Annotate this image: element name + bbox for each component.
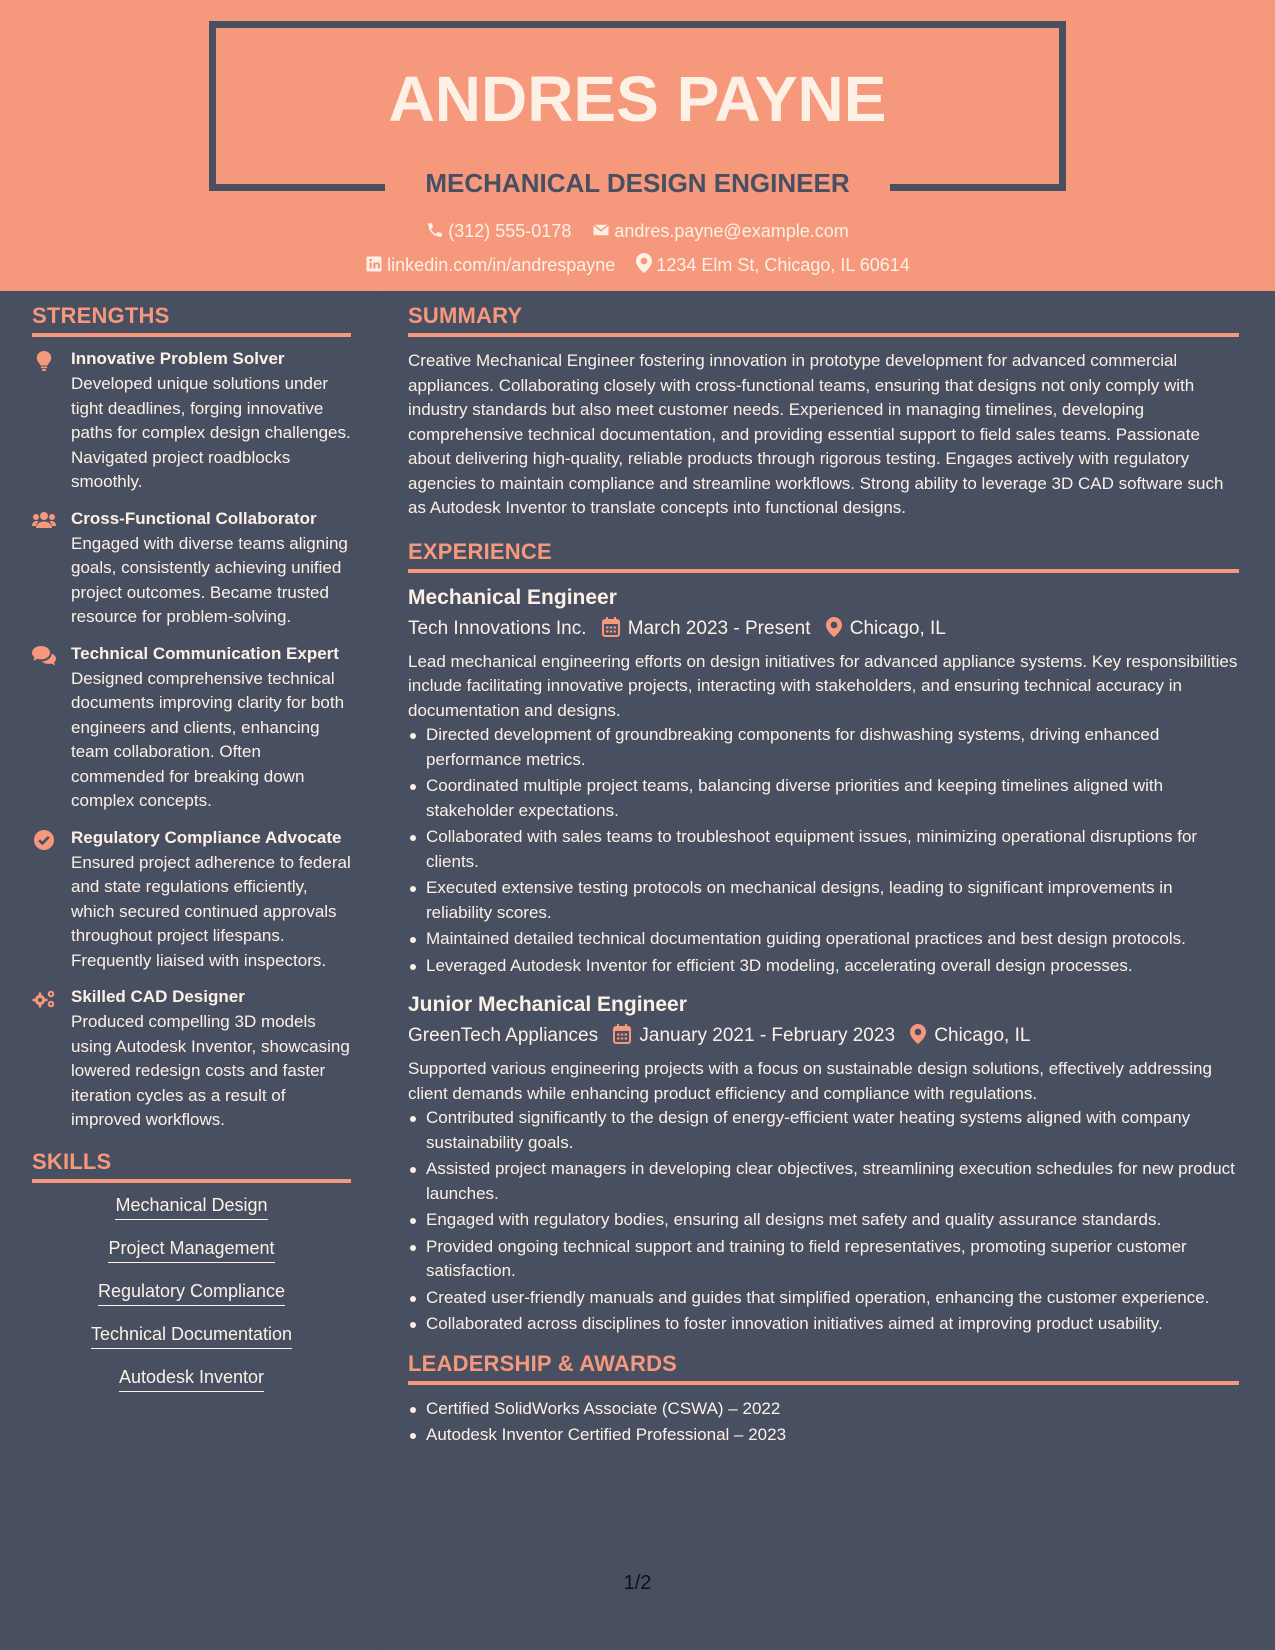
- phone-contact: [426, 221, 571, 242]
- address-text: 1234 Elm St, Chicago, IL 60614: [656, 255, 910, 275]
- strength-desc: Developed unique solutions under tight deadlines, forging innovative paths for complex design challenges. Navigated project roadblocks smoothly.: [71, 374, 351, 491]
- job-entry: [408, 585, 1239, 979]
- skill-item: [32, 1367, 351, 1392]
- skills-heading: SKILLS: [32, 1149, 351, 1183]
- calendar-icon: [613, 1024, 631, 1044]
- lightbulb-icon: [32, 351, 56, 371]
- bullet-item: Engaged with regulatory bodies, ensuring all designs met safety and quality assurance standards.: [408, 1208, 1239, 1233]
- job-location: [910, 1023, 1030, 1049]
- award-item: Autodesk Inventor Certified Professional – 2023: [408, 1423, 1239, 1448]
- strength-title: Skilled CAD Designer: [71, 987, 245, 1006]
- skill-item: [32, 1238, 351, 1263]
- job-dates-text: March 2023 - Present: [627, 617, 811, 639]
- strength-desc: Designed comprehensive technical documents improving clarity for both engineers and clients, enhancing team collaboration. Often commended for breaking down complex concepts.: [71, 668, 345, 810]
- strength-desc: Ensured project adherence to federal and state regulations efficiently, which secured continued approvals throughout project lifespans. Frequently liaised with inspectors.: [71, 852, 351, 970]
- job-location-text: Chicago, IL: [934, 1025, 1031, 1046]
- job-dates-text: January 2021 - February 2023: [639, 1025, 896, 1046]
- job-entry: [408, 992, 1239, 1337]
- strength-item: [32, 987, 351, 1133]
- bullet-item: Collaborated with sales teams to troubleshoot equipment issues, minimizing operational disruptions for clients.: [408, 825, 1239, 874]
- skill-label: Autodesk Inventor: [119, 1367, 264, 1392]
- awards-list: [408, 1397, 1239, 1448]
- users-icon: [32, 511, 56, 531]
- skill-item: [32, 1324, 351, 1349]
- job-position: Junior Mechanical Engineer: [408, 993, 687, 1016]
- strength-item: [32, 509, 351, 630]
- email-text: andres.payne@example.com: [614, 221, 849, 241]
- company-name: GreenTech Appliances: [408, 1025, 599, 1046]
- phone-text: (312) 555-0178: [448, 221, 572, 241]
- bullet-item: Directed development of groundbreaking components for dishwashing systems, driving enhanced performance metrics.: [408, 723, 1239, 772]
- email-contact[interactable]: [592, 221, 848, 242]
- bullet-item: Assisted project managers in developing clear objectives, streamlining execution schedules for new product launches.: [408, 1157, 1239, 1206]
- linkedin-icon: [365, 255, 383, 273]
- strength-desc: Engaged with diverse teams aligning goals, consistently achieving unified project outcomes. Became trusted resource for problem-solving.: [71, 533, 348, 626]
- bullet-item: Coordinated multiple project teams, balancing diverse priorities and keeping timelines aligned with stakeholder expectations.: [408, 774, 1239, 823]
- map-marker-icon: [826, 617, 842, 637]
- summary-text: Creative Mechanical Engineer fostering innovation in prototype development for advanced commercial appliances. Collaborating closely with cross-functional teams, ensuring that designs not only comply with industry standards but also meet customer needs. Experienced in managing timelines, developing comprehensive technical documentation, and providing essential support to field sales teams. Passionate about delivering high-quality, reliable products through rigorous testing. Engages actively with regulatory agencies to maintain compliance and streamline workflows. Strong ability to leverage 3D CAD software such as Autodesk Inventor to translate concepts into functional designs.: [408, 351, 1224, 517]
- strengths-heading: STRENGTHS: [32, 303, 351, 337]
- strength-title: Innovative Problem Solver: [71, 349, 285, 368]
- job-dates: [602, 616, 811, 642]
- address-contact: [636, 253, 910, 276]
- job-position: Mechanical Engineer: [408, 585, 617, 609]
- bullet-item: Maintained detailed technical documentation guiding operational practices and best design protocols.: [408, 927, 1239, 952]
- job-description: Lead mechanical engineering efforts on design initiatives for advanced appliance systems. Key responsibilities include facilitating innovative projects, interacting with stakeholders, and ensuring technical accuracy in documentation and designs.: [408, 651, 1238, 720]
- job-bullets: [408, 723, 1239, 978]
- job-meta: [408, 1023, 1239, 1049]
- job-meta: [408, 616, 1239, 642]
- job-dates: [613, 1023, 895, 1049]
- calendar-icon: [602, 617, 620, 637]
- strength-desc: Produced compelling 3D models using Autodesk Inventor, showcasing lowered redesign costs and faster iteration cycles as a result of improved workflows.: [71, 1012, 350, 1129]
- skill-label: Technical Documentation: [91, 1324, 292, 1349]
- skill-item: [32, 1195, 351, 1220]
- awards-heading: LEADERSHIP & AWARDS: [408, 1351, 1239, 1385]
- contact-row: [0, 221, 1275, 242]
- cogs-icon: [32, 989, 56, 1009]
- job-bullets: [408, 1106, 1239, 1337]
- column-divider: [381, 291, 382, 1650]
- bullet-item: Leveraged Autodesk Inventor for efficient 3D modeling, accelerating overall design processes.: [408, 954, 1239, 979]
- phone-icon: [426, 221, 444, 239]
- right-column: [408, 303, 1239, 1450]
- job-location: [826, 616, 946, 642]
- job-title-heading: MECHANICAL DESIGN ENGINEER: [425, 168, 850, 198]
- check-circle-icon: [32, 830, 56, 850]
- bullet-item: Provided ongoing technical support and training to field representatives, promoting superior customer satisfaction.: [408, 1235, 1239, 1284]
- skill-label: Project Management: [108, 1238, 274, 1263]
- experience-heading: EXPERIENCE: [408, 539, 1239, 573]
- candidate-name: ANDRES PAYNE: [388, 63, 887, 135]
- skill-label: Regulatory Compliance: [98, 1281, 285, 1306]
- strength-title: Technical Communication Expert: [71, 643, 339, 663]
- strength-item: [32, 828, 351, 974]
- bullet-item: Contributed significantly to the design of energy-efficient water heating systems aligned with company sustainability goals.: [408, 1106, 1239, 1155]
- summary-heading: SUMMARY: [408, 303, 1239, 337]
- bullet-item: Collaborated across disciplines to foster innovation initiatives aimed at improving product usability.: [408, 1312, 1239, 1337]
- envelope-icon: [592, 221, 610, 239]
- comments-icon: [32, 646, 56, 666]
- strength-item: [32, 349, 351, 495]
- strength-title: Regulatory Compliance Advocate: [71, 827, 342, 847]
- bullet-item: Executed extensive testing protocols on mechanical designs, leading to significant improvements in reliability scores.: [408, 876, 1239, 925]
- bullet-item: Created user-friendly manuals and guides that simplified operation, enhancing the customer experience.: [408, 1286, 1239, 1311]
- contact-row: [0, 253, 1275, 276]
- linkedin-contact[interactable]: [365, 255, 615, 276]
- header: [0, 0, 1275, 291]
- company-name: Tech Innovations Inc.: [408, 617, 587, 639]
- map-marker-icon: [910, 1024, 926, 1044]
- page-number: 1/2: [623, 1572, 652, 1594]
- strength-title: Cross-Functional Collaborator: [71, 508, 317, 528]
- map-marker-icon: [636, 253, 652, 273]
- job-location-text: Chicago, IL: [849, 617, 946, 639]
- left-column: [32, 303, 351, 1410]
- skill-label: Mechanical Design: [115, 1195, 267, 1220]
- skill-item: [32, 1281, 351, 1306]
- job-description: Supported various engineering projects with a focus on sustainable design solutions, effectively addressing client demands while enhancing product efficiency and compliance with regulations.: [408, 1059, 1212, 1103]
- linkedin-text: linkedin.com/in/andrespayne: [387, 255, 616, 275]
- award-item: Certified SolidWorks Associate (CSWA) – 2022: [408, 1397, 1239, 1422]
- strength-item: [32, 644, 351, 814]
